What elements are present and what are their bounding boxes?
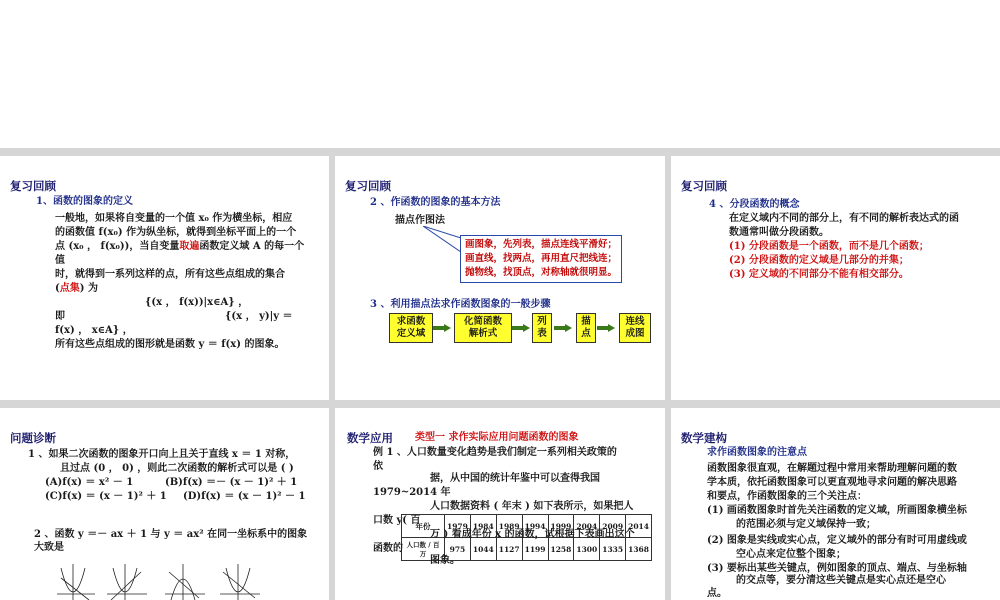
section-heading: 1、函数的图象的定义	[36, 196, 133, 207]
text-line: 人口数据资料 ( 年末 ) 如下表所示，如果把人	[430, 501, 634, 512]
slide-title: 复习回顾	[10, 179, 56, 193]
text-line: 依	[373, 461, 383, 472]
section-heading: 求作函数图象的注意点	[707, 447, 807, 458]
arrow-right-icon	[554, 324, 572, 332]
set-expression: {(x ， f(x))|x∈A} ，	[145, 297, 249, 308]
text-line	[55, 240, 304, 254]
step-box-connect: 连线 成图	[619, 313, 651, 343]
table-cell: 1989	[496, 515, 522, 538]
point-line: 点。	[707, 588, 727, 599]
answer-graphs	[55, 558, 275, 600]
slide-review-drawing-method[interactable]	[335, 156, 665, 400]
question-line: 2 、函数 y ＝－ ax ＋ 1 与 y ＝ ax² 在同一坐标系中的图象	[34, 529, 308, 540]
text-line: 即	[55, 311, 65, 322]
text-line: 图象。	[430, 555, 460, 566]
row-header: 年份	[402, 515, 445, 538]
section-heading: 2 、作函数的图象的基本方法	[370, 197, 501, 208]
slide-title: 问题诊断	[10, 431, 56, 445]
table-cell: 1994	[522, 515, 548, 538]
text-line: 学本质，依托函数图象可以更直观地寻求问题的解决思路	[707, 477, 957, 488]
step-box-domain: 求函数 定义域	[389, 313, 433, 343]
step-box-table: 列 表	[532, 313, 552, 343]
mnemonic-callout	[460, 235, 622, 283]
text-line: f(x) ， x∈A} ，	[55, 325, 133, 336]
text-line: 和要点，作函数图象的三个关注点：	[707, 491, 867, 502]
text-run: (	[55, 283, 60, 294]
table-cell: 1044	[470, 538, 496, 561]
table-cell: 1300	[574, 538, 600, 561]
table-cell: 1127	[496, 538, 522, 561]
question-line: 1 、如果二次函数的图象开口向上且关于直线 x ＝ 1 对称，	[28, 449, 296, 460]
question-line: 且过点 (0 ， 0) ，则此二次函数的解析式可以是 ( )	[60, 463, 294, 474]
step-box-simplify: 化简函数 解析式	[454, 313, 512, 343]
slide-title: 复习回顾	[681, 179, 727, 193]
table-cell: 1979	[445, 515, 471, 538]
row-header: 人口数 / 百万	[402, 538, 445, 561]
option-b: (B)f(x) ＝－ (x － 1)² ＋ 1	[165, 477, 298, 488]
text-line: 函数的	[373, 543, 403, 554]
arrow-right-icon	[512, 324, 530, 332]
table-cell: 2004	[574, 515, 600, 538]
point-line: 空心点来定位整个图象；	[736, 549, 846, 560]
text-run: ) 为	[79, 283, 98, 294]
question-line: 大致是	[34, 542, 64, 553]
point-line: (3) 定义域的不同部分不能有相交部分。	[729, 269, 909, 280]
point-line: (1) 画函数图象时首先关注函数的定义域，所画图象横坐标	[707, 505, 967, 516]
text-run: 点 (x₀ ， f(x₀))，当自变量	[55, 241, 180, 252]
table-cell: 2014	[626, 515, 652, 538]
table-cell: 975	[445, 538, 471, 561]
section-heading: 3 、利用描点法求作函数图象的一般步骤	[370, 299, 551, 310]
text-line: 口数 y( 百	[373, 515, 421, 526]
method-label: 描点作图法	[395, 215, 445, 226]
slide-title: 数学建构	[681, 431, 727, 445]
slide-math-application[interactable]	[335, 408, 665, 600]
text-line	[55, 282, 98, 296]
type-label: 类型一 求作实际应用问题函数的图象	[415, 432, 579, 443]
point-line: 的交点等，要分清这些关键点是实心点还是空心	[736, 575, 946, 586]
text-line: 据，从中国的统计年鉴中可以查得我国	[430, 473, 600, 484]
point-line: (1) 分段函数是一个函数，而不是几个函数；	[729, 241, 929, 252]
text-line: 数通常叫做分段函数。	[729, 227, 829, 238]
step-box-plot: 描 点	[576, 313, 596, 343]
middle-separator	[0, 400, 1000, 408]
text-line: 在定义域内不同的部分上，有不同的解析表达式的函	[729, 213, 959, 224]
text-run: 函数定义域 A 的每一个	[199, 241, 305, 252]
slide-title: 复习回顾	[345, 179, 391, 193]
callout-line: 画图象，先列表，描点连线平滑好；	[465, 239, 618, 250]
text-line: 函数图象很直观，在解题过程中常用来帮助理解问题的数	[707, 463, 957, 474]
callout-line: 抛物线，找顶点，对称轴就很明显。	[465, 267, 618, 278]
option-a: (A)f(x) ＝ x² － 1	[45, 477, 134, 488]
highlight-term: 取遍	[179, 241, 200, 252]
point-line: 的范围必须与定义域保持一致；	[736, 519, 876, 530]
arrow-right-icon	[597, 324, 615, 332]
text-line: 值	[55, 255, 65, 266]
top-separator	[0, 148, 1000, 156]
table-cell: 1368	[626, 538, 652, 561]
slide-review-graph-definition[interactable]	[0, 156, 329, 400]
table-cell: 1258	[548, 538, 574, 561]
option-d: (D)f(x) ＝ (x － 1)² － 1	[183, 491, 306, 502]
slide-math-construction[interactable]	[671, 408, 1000, 600]
text-line: 时，就得到一系列这样的点，所有这些点组成的集合	[55, 269, 285, 280]
text-line: 一般地，如果将自变量的一个值 x₀ 作为横坐标，相应	[55, 213, 293, 224]
highlight-term: 点集	[59, 283, 80, 294]
text-line: 的函数值 f(x₀) 作为纵坐标，就得到坐标平面上的一个	[55, 227, 297, 238]
point-line: (2) 图象是实线或实心点，定义域外的部分有时可用虚线或	[707, 535, 967, 546]
slide-title: 数学应用	[347, 431, 393, 445]
point-line: (2) 分段函数的定义域是几部分的并集；	[729, 255, 909, 266]
slide-review-piecewise[interactable]	[671, 156, 1000, 400]
callout-line: 画直线，找两点，再用直尺把线连；	[465, 253, 618, 264]
section-heading: 4 、分段函数的概念	[709, 199, 800, 210]
option-c: (C)f(x) ＝ (x － 1)² ＋ 1	[45, 491, 167, 502]
text-line: 所有这些点组成的图形就是函数 y ＝ f(x) 的图象。	[55, 339, 285, 350]
text-line: 1979~2014 年	[373, 487, 451, 498]
arrow-right-icon	[433, 324, 451, 332]
point-line: (3) 要标出某些关键点，例如图象的顶点、端点、与坐标轴	[707, 563, 967, 574]
table-cell: 1984	[470, 515, 496, 538]
table-cell: 2009	[600, 515, 626, 538]
table-cell: 1999	[548, 515, 574, 538]
text-line: 例 1 、人口数量变化趋势是我们制定一系列相关政策的	[373, 447, 617, 458]
text-line: 万 ) 看成年份 x 的函数，试根据下表画出这个	[430, 529, 635, 540]
set-expression: {(x ， y)|y ＝	[225, 311, 293, 322]
table-cell: 1199	[522, 538, 548, 561]
slide-problem-diagnosis[interactable]	[0, 408, 329, 600]
table-cell: 1335	[600, 538, 626, 561]
